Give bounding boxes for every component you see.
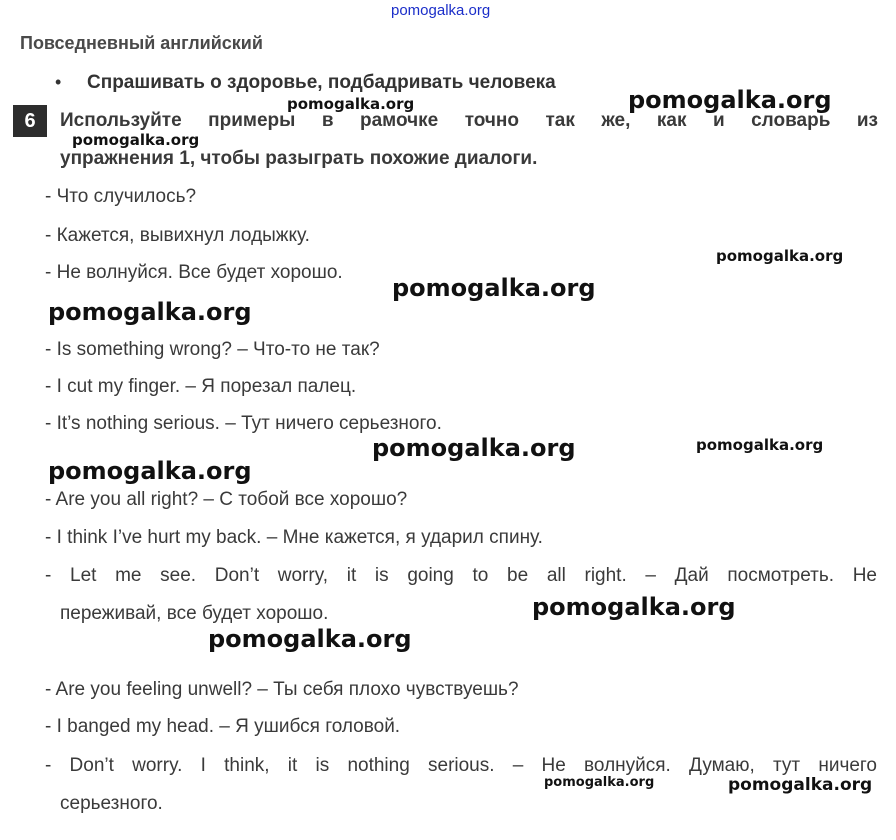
exercise-instruction-line2: упражнения 1, чтобы разыграть похожие диалоги. [60,148,538,169]
watermark: pomogalka.org [716,247,844,265]
watermark: pomogalka.org [372,434,576,462]
bullet-marker: • [55,72,62,92]
dialogue-line: - Не волнуйся. Все будет хорошо. [45,262,343,283]
phrase-line: - Don’t worry. I think, it is nothing serious. – Не волнуйся. Думаю, тут ничего [45,755,877,776]
phrase-line: - Let me see. Don’t worry, it is going to be all right. – Дай посмотреть. Не [45,565,877,586]
watermark: pomogalka.org [48,457,252,485]
watermark: pomogalka.org [696,436,824,454]
watermark: pomogalka.org [48,298,252,326]
dialogue-line: - Кажется, вывихнул лодыжку. [45,225,310,246]
watermark: pomogalka.org [208,625,412,653]
bullet-text: Спрашивать о здоровье, подбадривать человека [87,72,556,93]
section-title: Повседневный английский [20,33,263,53]
phrase-line-continued: переживай, все будет хорошо. [60,603,329,624]
phrase-line: - It’s nothing serious. – Тут ничего серьезного. [45,413,442,434]
watermark: pomogalka.org [287,95,415,113]
phrase-line: - I banged my head. – Я ушибся головой. [45,716,401,737]
dialogue-line: - Что случилось? [45,186,197,207]
watermark: pomogalka.org [628,86,832,114]
watermark: pomogalka.org [72,131,200,149]
phrase-line: - Are you feeling unwell? – Ты себя плохо чувствуешь? [45,679,519,700]
phrase-line: - I cut my finger. – Я порезал палец. [45,376,357,397]
phrase-line-continued: серьезного. [60,793,163,814]
top-watermark: pomogalka.org [391,2,491,19]
phrase-line: - Is something wrong? – Что-то не так? [45,339,380,360]
watermark: pomogalka.org [392,274,596,302]
exercise-instruction-line1: Используйте примеры в рамочке точно так же, как и словарь из [60,110,878,131]
phrase-line: - I think I’ve hurt my back. – Мне кажется, я ударил спину. [45,527,543,548]
phrase-line: - Are you all right? – С тобой все хорошо? [45,489,408,510]
watermark: pomogalka.org [544,775,655,790]
watermark: pomogalka.org [728,775,873,795]
exercise-number-badge: 6 [13,105,47,137]
watermark: pomogalka.org [532,593,736,621]
